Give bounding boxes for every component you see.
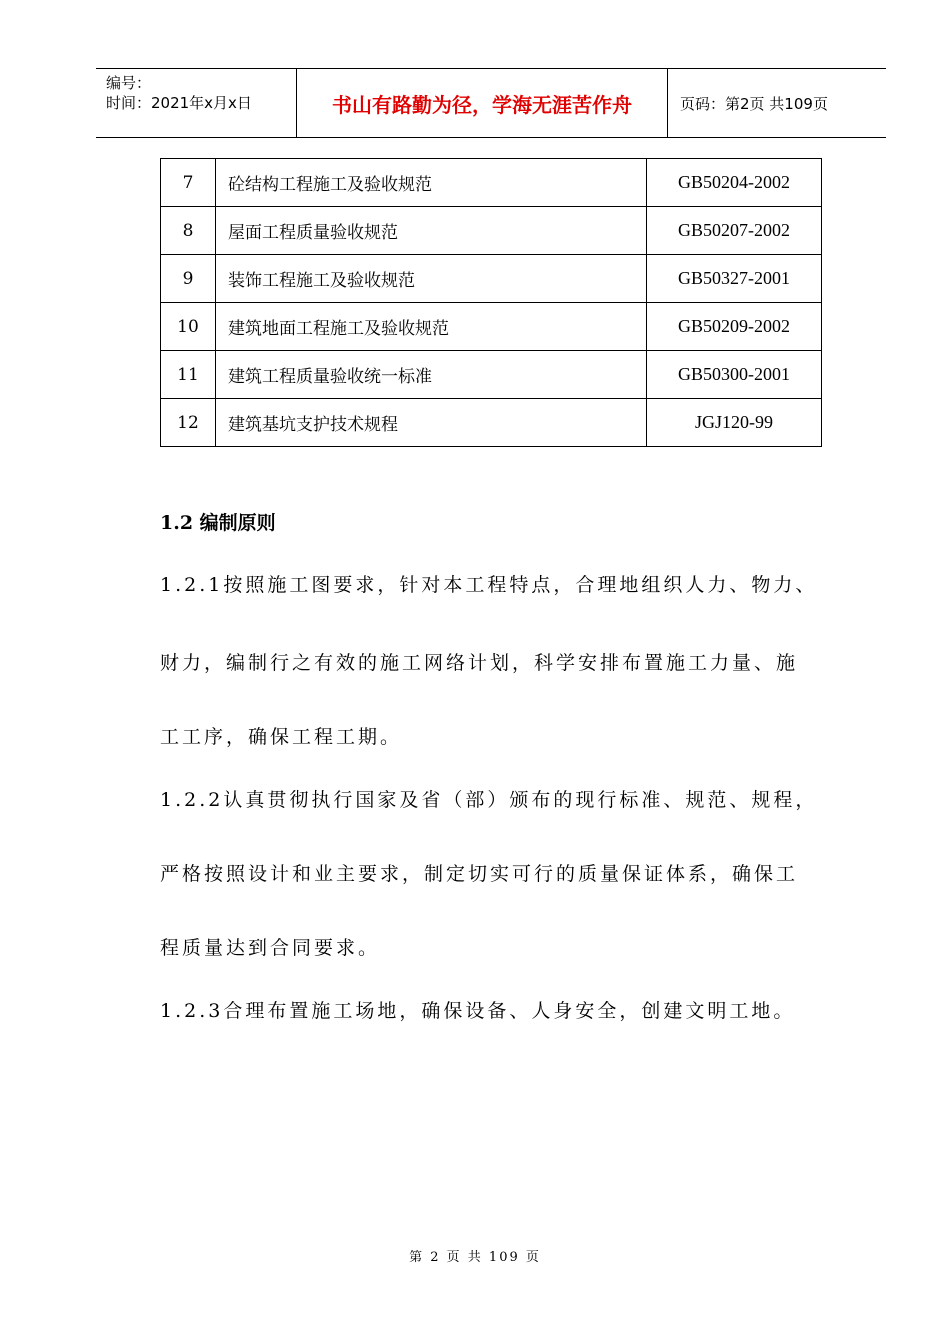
paragraph-line: 1.2.3合理布置施工场地，确保设备、人身安全，创建文明工地。	[160, 1000, 796, 1022]
header-info	[96, 69, 296, 137]
standard-name: 装饰工程施工及验收规范	[216, 255, 647, 303]
paragraph-line: 严格按照设计和业主要求，制定切实可行的质量保证体系，确保工	[160, 863, 799, 885]
standard-name: 建筑基坑支护技术规程	[216, 399, 647, 447]
header-page-info: 页码：第2页 共109页	[680, 94, 828, 113]
table-row	[161, 255, 822, 303]
standard-code: GB50204-2002	[647, 159, 822, 207]
table-row	[161, 303, 822, 351]
standard-name: 屋面工程质量验收规范	[216, 207, 647, 255]
section-title: 1.2 编制原则	[160, 512, 276, 534]
paragraph-line: 程质量达到合同要求。	[160, 937, 381, 959]
standard-code: GB50327-2001	[647, 255, 822, 303]
standard-code: GB50209-2002	[647, 303, 822, 351]
table-row	[161, 351, 822, 399]
standard-code: GB50207-2002	[647, 207, 822, 255]
standard-name: 建筑地面工程施工及验收规范	[216, 303, 647, 351]
table-row	[161, 399, 822, 447]
page-footer: 第 2 页 共 109 页	[409, 1250, 541, 1265]
standard-name: 建筑工程质量验收统一标准	[216, 351, 647, 399]
page-header	[96, 68, 886, 138]
time-label: 时间：2021年x月x日	[106, 94, 252, 112]
paragraph-line: 财力，编制行之有效的施工网络计划，科学安排布置施工力量、施	[160, 652, 799, 674]
table-row	[161, 159, 822, 207]
standard-code: GB50300-2001	[647, 351, 822, 399]
row-number: 9	[161, 255, 216, 303]
standards-table	[160, 158, 822, 447]
row-number: 8	[161, 207, 216, 255]
paragraph-line: 工工序，确保工程工期。	[160, 726, 403, 748]
header-motto: 书山有路勤为径，学海无涯苦作舟	[332, 92, 632, 117]
row-number: 7	[161, 159, 216, 207]
paragraph-line: 1.2.1按照施工图要求，针对本工程特点，合理地组织人力、物力、	[160, 574, 818, 596]
row-number: 12	[161, 399, 216, 447]
paragraph-line: 1.2.2认真贯彻执行国家及省（部）颁布的现行标准、规范、规程，	[160, 789, 818, 811]
row-number: 10	[161, 303, 216, 351]
standard-code: JGJ120-99	[647, 399, 822, 447]
row-number: 11	[161, 351, 216, 399]
standard-name: 砼结构工程施工及验收规范	[216, 159, 647, 207]
serial-label: 编号：	[106, 74, 152, 92]
header-divider	[667, 69, 668, 137]
table-row	[161, 207, 822, 255]
